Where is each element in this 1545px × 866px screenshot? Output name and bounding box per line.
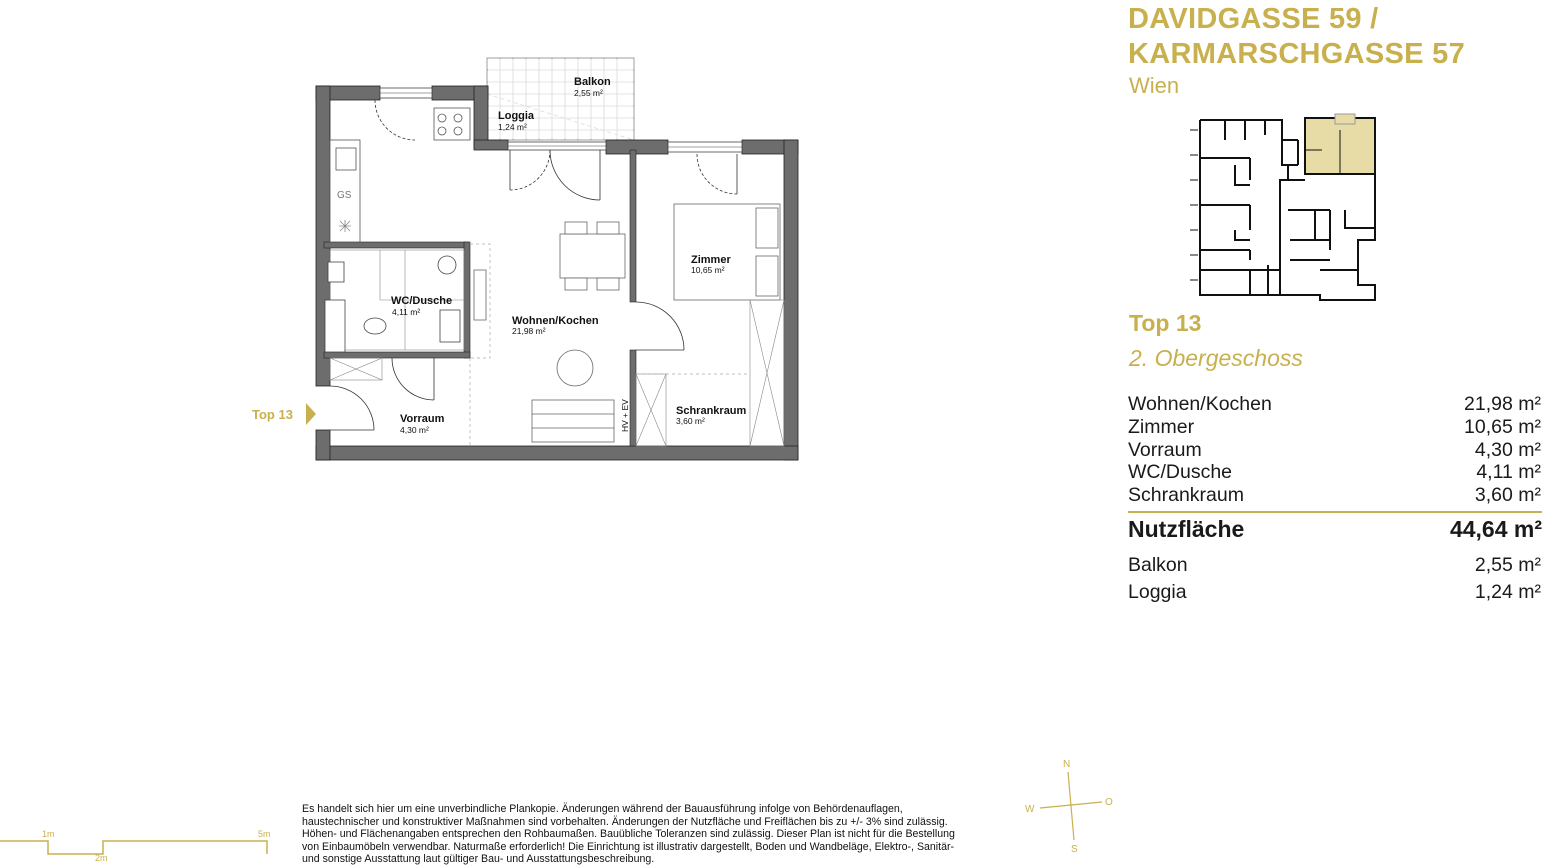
wc-label: WC/Dusche [391, 295, 453, 307]
room-row [1128, 393, 1541, 416]
outdoor-row [1128, 581, 1541, 604]
zimmer-label: Zimmer [691, 254, 731, 266]
gs-label: GS [337, 190, 352, 201]
project-title-line2: KARMARSCHGASSE 57 [1128, 38, 1466, 70]
compass-rose [1020, 755, 1120, 855]
room-row [1128, 461, 1541, 484]
scale-2m: 2m [95, 853, 108, 862]
room-area: 4,11 m² [1476, 461, 1541, 483]
disclaimer-line: Es handelt sich hier um eine unverbindliche Plankopie. Änderungen während der Bauausführung infolge von Behördenauflagen, [302, 803, 903, 815]
room-name: Schrankraum [1128, 484, 1244, 506]
outdoor-area: 2,55 m² [1474, 554, 1541, 576]
wohnen-area: 21,98 m² [512, 326, 546, 336]
disclaimer-line: von Einbaumöbeln verwendbar. Naturmaße erforderlich! Die Einrichtung ist illustrativ dargestellt, Boden und Wandbeläge, Elektro-, Sanitär- [302, 840, 955, 853]
wall-east [784, 140, 798, 460]
wohnen-label: Wohnen/Kochen [512, 315, 599, 327]
loggia-label: Loggia [498, 110, 535, 122]
coffee-table [557, 350, 593, 386]
balkon-label: Balkon [574, 76, 611, 88]
wall-bath-bottom [324, 352, 470, 358]
disclaimer-text [302, 803, 1002, 866]
floor-plan [240, 55, 810, 470]
outdoor-row [1128, 554, 1541, 577]
outdoor-name: Balkon [1128, 554, 1188, 576]
room-row [1128, 484, 1541, 507]
floor-label: 2. Obergeschoss [1129, 345, 1303, 371]
city-label: Wien [1129, 73, 1180, 98]
total-row [1128, 516, 1542, 543]
disclaimer-line: Höhen- und Flächenangaben entsprechen den Rohbaumaßen. Bauübliche Toleranzen sind zulässig. Dieser Plan ist nicht für die Bestellung [302, 828, 955, 840]
entrance-arrow-icon [306, 403, 316, 425]
wall-north-right [606, 140, 668, 154]
room-row [1128, 416, 1541, 439]
schrankraum-area: 3,60 m² [676, 416, 705, 426]
compass-west: W [1025, 804, 1035, 815]
unit-name: Top 13 [1129, 310, 1202, 336]
total-label: Nutzfläche [1128, 516, 1245, 542]
room-area: 3,60 m² [1474, 484, 1541, 506]
dining-table [560, 234, 625, 278]
room-name: WC/Dusche [1128, 461, 1233, 483]
schrankraum-label: Schrankraum [676, 405, 747, 417]
wall-room-left [630, 150, 636, 302]
scale-5m: 5m [258, 829, 271, 839]
project-title-line1: DAVIDGASSE 59 / [1128, 3, 1379, 35]
loggia-area: 1,24 m² [498, 122, 527, 132]
room-area: 4,30 m² [1474, 439, 1541, 461]
wc-area: 4,11 m² [392, 307, 421, 317]
room-row [1128, 439, 1541, 462]
scale-bar [0, 826, 280, 862]
wall-loggia-left [474, 86, 488, 148]
vorraum-area: 4,30 m² [400, 425, 429, 435]
hv-ev-label: HV + EV [620, 399, 630, 432]
wall-south [316, 446, 798, 460]
zimmer-area: 10,65 m² [691, 265, 725, 275]
room-name: Vorraum [1128, 439, 1202, 461]
compass-north: N [1063, 759, 1071, 770]
disclaimer-line: haustechnischer und konstruktiver Maßnahmen sind vorbehalten. Änderungen der Nutzfläche und Freiflächen bis zu +/- 3% sind zulässig. [302, 815, 948, 828]
scale-1m: 1m [42, 829, 55, 839]
total-divider [1128, 511, 1542, 513]
wall-bath-right [464, 242, 470, 358]
disclaimer-line: und sonstige Ausstattung laut gültiger Bau- und Ausstattungsbeschreibung. [302, 853, 655, 865]
room-area: 10,65 m² [1464, 416, 1541, 438]
sofa [532, 400, 614, 442]
building-key-plan [1190, 110, 1385, 305]
room-name: Zimmer [1128, 416, 1195, 438]
wall-loggia-bottom [474, 140, 508, 150]
wall-bath-top [324, 242, 468, 248]
wall-room-left-lower [630, 350, 636, 446]
room-name: Wohnen/Kochen [1128, 393, 1272, 415]
total-area: 44,64 m² [1449, 516, 1542, 542]
outdoor-name: Loggia [1128, 581, 1187, 603]
compass-south: S [1071, 844, 1078, 855]
compass-east: O [1105, 797, 1113, 808]
vorraum-label: Vorraum [400, 413, 445, 425]
entrance-label: Top 13 [252, 407, 293, 422]
outdoor-area: 1,24 m² [1474, 581, 1541, 603]
balkon-area: 2,55 m² [574, 88, 603, 98]
room-area: 21,98 m² [1464, 393, 1541, 415]
wall-west-lower [316, 430, 330, 460]
